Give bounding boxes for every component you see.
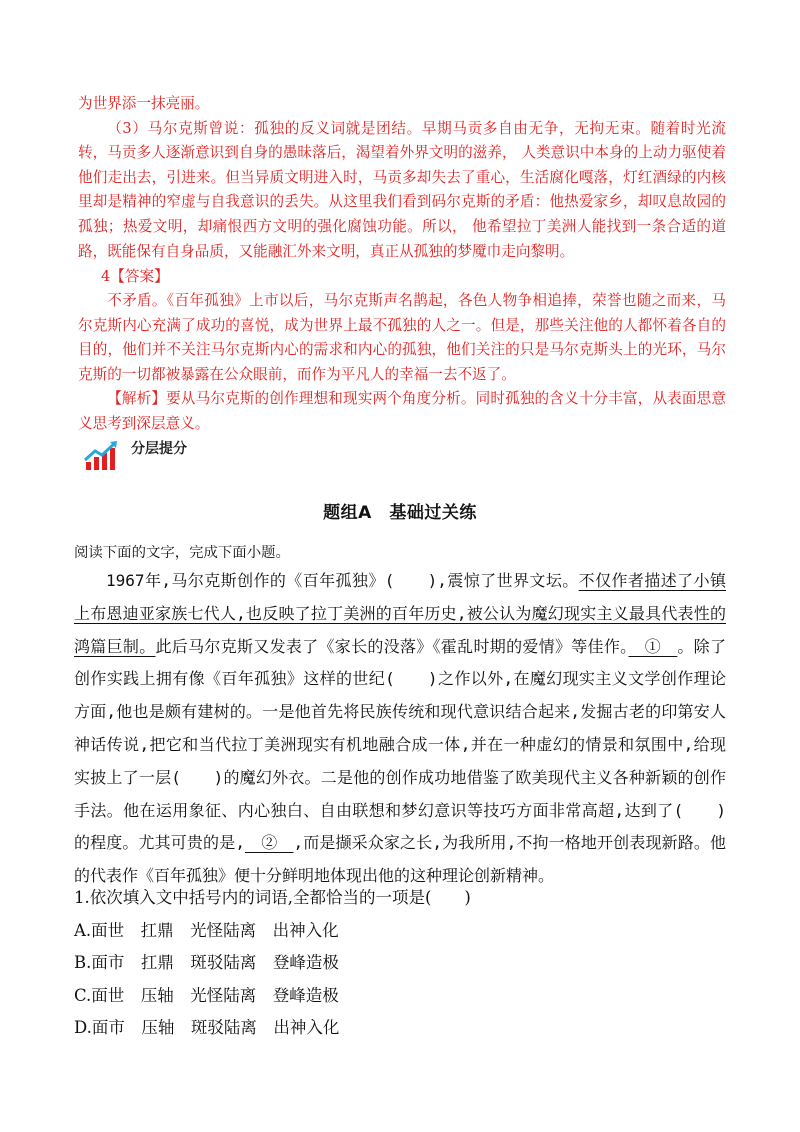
answer-heading: 4【答案】 [101,268,169,285]
question-stem: 1.依次填入文中括号内的词语,全都恰当的一项是( ) [74,888,471,907]
passage-text: ,而是撷采众家之长,为我所用,不拘一格地开创表现新路。他的代表作《百年孤独》便十分鲜明地体现出他的这种理论创新精神。 [74,833,726,886]
underlined-sentence: 不仅作者描述了小镇上布恩迪亚家族七代人,也反映了拉丁美洲的百年历史,被公认为魔幻现实主义最具代表性的鸿篇巨制。 [74,571,726,656]
option-b: B.面市 扛鼎 斑驳陆离 登峰造极 [74,953,339,973]
answer-body: 不矛盾。《百年孤独》上市以后，马尔克斯声名鹊起，各色人物争相追捧，荣誉也随之而来，马尔克斯内心充满了成功的喜悦，成为世界上最不孤独的人之一。但是，那些关注他的人都怀着各自的目的，他们并不关注马尔克斯内心的需求和内心的孤独，他们关注的只是马尔克斯头上的光环，马尔克斯的一切都被暴露在公众眼前，而作为平凡人的幸福一去不返了。 [78,292,726,383]
answer-explanation: 【解析】要从马尔克斯的创作理想和现实两个角度分析。同时孤独的含义十分丰富，从表面思意义思考到深层意义。 [78,390,726,432]
passage-text: 。除了创作实践上拥有像《百年孤独》这样的世纪( )之作以外,在魔幻现实主义文学创作理论方面,他也是颇有建树的。一是他首先将民族传统和现代意识结合起来,发掘古老的印第安人神话传说,把它和当代拉丁美洲现实有机地融合成一体,并在一种虚幻的情景和氛围中,给现实披上了一层( )的魔幻外衣。二是他的创作成功地借鉴了欧美现代主义各种新颖的创作手法。他在运用象征、内心独白、自由联想和梦幻意识等技巧方面非常高超,达到了( )的程度。尤其可贵的是, [74,636,726,853]
growth-chart-icon [83,438,123,472]
option-a: A.面世 扛鼎 光怪陆离 出神入化 [74,920,339,940]
reading-passage [74,565,726,893]
passage-paragraph [74,565,726,893]
analysis-continuation: 为世界添一抹亮丽。 [78,95,210,112]
option-d: D.面市 压轴 斑驳陆离 出神入化 [74,1018,340,1038]
group-title: 题组A 基础过关练 [323,503,477,523]
blank-2: ② [244,833,294,853]
blank-1: ① [628,636,678,656]
passage-text: 1967年,马尔克斯创作的《百年孤独》( ),震惊了世界文坛。 [106,571,579,590]
passage-text: 此后马尔克斯又发表了《家长的没落》《霍乱时期的爱情》等佳作。 [155,636,629,656]
answer-block [78,289,726,437]
section-label: 分层提分 [131,441,187,457]
analysis-paragraph-3: （3）马尔克斯曾说：孤独的反义词就是团结。早期马贡多自由无争，无拘无束。随着时光流转，马贡多人逐渐意识到自身的愚昧落后，渴望着外界文明的滋养， 人类意识中本身的上动力驱使着他们走出去，引进来。但当异质文明进入时，马贡多却失去了重心，生活腐化嘎落，灯红酒绿的内核里却是精神的窄虚与自我意识的丢失。从这里我们看到码尔克斯的矛盾：他热爱家乡，却叹息故园的孤独；热爱文明，却痛恨西方文明的强化腐蚀功能。所以， 他希望拉丁美洲人能找到一条合适的道路，既能保有自身品质，又能融汇外来文明，真正从孤独的梦魇巾走向黎明。 [78,119,726,260]
question-1 [74,882,471,1045]
analysis-block [78,92,726,264]
reading-instruction: 阅读下面的文字，完成下面小题。 [74,545,290,561]
option-c: C.面世 压轴 光怪陆离 登峰造极 [74,985,339,1005]
